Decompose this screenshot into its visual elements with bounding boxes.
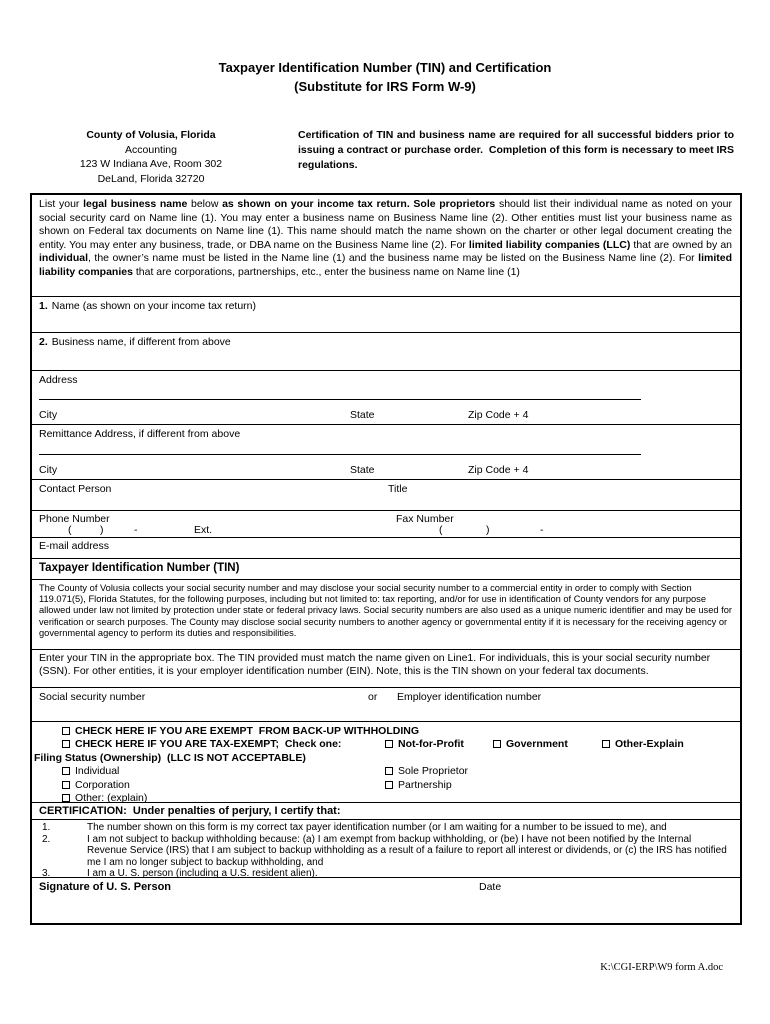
- sole-proprietor-checkbox[interactable]: [385, 767, 393, 775]
- government-checkbox[interactable]: [493, 740, 501, 748]
- filing-status-line-2: [32, 779, 740, 792]
- city-label: City: [39, 409, 58, 421]
- intro-text: List your: [39, 198, 84, 210]
- backup-withholding-exempt-option[interactable]: [62, 725, 419, 737]
- zip-label: Zip Code + 4: [468, 409, 529, 421]
- individual-label: Individual: [75, 765, 120, 778]
- phone-paren-close: ): [100, 524, 104, 536]
- government-option[interactable]: [493, 738, 568, 750]
- intro-text-bold: limited liability companies: [39, 252, 732, 278]
- or-label: or: [368, 691, 378, 703]
- exemption-filing-status-section: [32, 721, 740, 802]
- government-label: Government: [506, 738, 568, 751]
- intro-text-bold: legal business name: [83, 198, 188, 210]
- certification-heading: CERTIFICATION: Under penalties of perjury, I certify that:: [32, 802, 740, 819]
- name-field-label: Name (as shown on your income tax return): [51, 300, 257, 312]
- intro-text-bold: as shown on your income tax return. Sole proprietors: [222, 198, 496, 210]
- certification-item-text: I am not subject to backup withholding because: (a) I am exempt from backup withholding, or (be) I have not been notified by the Internal Revenue Service (IRS) that I am subject to backup withholding as a result of a failure to report all interest or dividends, or (c) the IRS has notified me I am no longer subject to backup withholding, and: [87, 833, 727, 868]
- document-file-path: K:\CGI-ERP\W9 form A.doc: [600, 962, 723, 973]
- email-label: E-mail address: [39, 540, 110, 552]
- fax-paren-close: ): [486, 524, 490, 536]
- certification-list: [32, 819, 740, 877]
- zip-label: Zip Code + 4: [468, 464, 529, 476]
- signature-row[interactable]: [32, 877, 740, 923]
- certification-notice: Certification of TIN and business name are required for all successful bidders prior to issuing a contract or purchase order. Completion of this form is necessary to meet IRS regulations.: [298, 129, 737, 171]
- tax-exempt-option[interactable]: [62, 738, 341, 750]
- city-label: City: [39, 464, 58, 476]
- filing-status-heading-line: [32, 752, 740, 765]
- intro-text: should list their individual name as noted on your social security card on Name line (1). You may enter a business name on Business Name line (2). Other entities must list your business name as shown on Federal tax documents on Name line (1). This name should match the name shown on the charter or other legal document creating the entity. You may enter any business, trade, or DBA name on the Business Name line (2). For: [39, 198, 732, 251]
- fax-dash: -: [540, 524, 544, 536]
- backup-withholding-exempt-checkbox[interactable]: [62, 727, 70, 735]
- corporation-option[interactable]: [62, 779, 130, 791]
- fax-number-label: Fax Number: [396, 513, 454, 525]
- other-explain-label: Other-Explain: [615, 738, 684, 751]
- corporation-label: Corporation: [75, 778, 130, 791]
- tin-section-header: [32, 558, 740, 579]
- form-table: [30, 193, 742, 925]
- other-filing-option[interactable]: [62, 792, 147, 802]
- not-for-profit-option[interactable]: [385, 738, 464, 750]
- tax-exempt-checkbox[interactable]: [62, 740, 70, 748]
- business-name-field-number: 2.: [39, 336, 48, 348]
- ssn-ein-field-row[interactable]: [32, 687, 740, 721]
- certification-item: [32, 822, 740, 834]
- certification-item-number: 3.: [42, 868, 51, 877]
- phone-fax-field-row[interactable]: [32, 510, 740, 537]
- remittance-address-label: Remittance Address, if different from above: [39, 428, 241, 440]
- agency-address-block: [36, 128, 266, 186]
- other-filing-checkbox[interactable]: [62, 794, 70, 802]
- certification-item-text: The number shown on this form is my correct tax payer identification number (or I am waiting for a number to be issued to me), and: [87, 822, 667, 833]
- address-city-state-zip-line: [32, 409, 740, 421]
- page-title: [0, 58, 770, 96]
- address-write-line[interactable]: [39, 399, 641, 400]
- address-field-row[interactable]: [32, 370, 740, 424]
- certification-item-text: I am a U. S. person (including a U.S. resident alien).: [87, 868, 318, 877]
- header-info: [36, 128, 737, 186]
- filing-status-heading: Filing Status (Ownership) (LLC IS NOT ACCEPTABLE): [34, 751, 306, 764]
- certification-item-number: 2.: [42, 833, 51, 845]
- page-title-line2: (Substitute for IRS Form W-9): [294, 79, 476, 94]
- instructions-paragraph: [32, 195, 740, 296]
- business-name-field-row[interactable]: [32, 332, 740, 370]
- backup-withholding-line: [32, 725, 740, 738]
- email-field-row[interactable]: [32, 537, 740, 558]
- tin-instructions-paragraph: Enter your TIN in the appropriate box. The TIN provided must match the name given on Line1. For individuals, this is your social security number (SSN). For other entities, it is your employer identification number (EIN). Note, this is the TIN shown on your federal tax documents.: [32, 649, 740, 687]
- phone-number-label: Phone Number: [39, 513, 110, 525]
- individual-option[interactable]: [62, 765, 119, 777]
- backup-withholding-exempt-label: CHECK HERE IF YOU ARE EXEMPT FROM BACK-UP WITHHOLDING: [75, 725, 419, 737]
- ssn-privacy-paragraph: The County of Volusia collects your social security number and may disclose your social security number to a commercial entity in order to comply with Section 119.071(5), Florida Statutes, for the following purposes, including but not limited to: tax reporting, and/or for use in identification of County vendors for any purpose allowed under law not limited by protection under state or federal privacy laws. Social security numbers are also used as a unique numeric identifier and may be used for verification or search purposes. The County may disclose social security numbers to another agency or governmental entity if it is necessary for the receiving agency or governmental agency to perform its duties and responsibilities.: [32, 579, 740, 649]
- business-name-field-label: Business name, if different from above: [51, 336, 231, 348]
- remittance-address-field-row[interactable]: [32, 424, 740, 479]
- sole-proprietor-option[interactable]: [385, 765, 468, 777]
- title-label: Title: [388, 483, 408, 495]
- page-title-line1: Taxpayer Identification Number (TIN) and Certification: [218, 60, 552, 75]
- intro-text: that are owned by an: [630, 238, 733, 251]
- partnership-checkbox[interactable]: [385, 781, 393, 789]
- filing-status-line-1: [32, 765, 740, 778]
- ssn-label: Social security number: [39, 691, 146, 703]
- other-filing-label: Other: (explain): [75, 791, 148, 802]
- signature-label: Signature of U. S. Person: [39, 881, 172, 893]
- not-for-profit-checkbox[interactable]: [385, 740, 393, 748]
- partnership-label: Partnership: [398, 778, 452, 791]
- individual-checkbox[interactable]: [62, 767, 70, 775]
- phone-dash: -: [134, 524, 138, 536]
- filing-status-line-3: [32, 792, 740, 802]
- fax-paren-open: (: [439, 524, 443, 536]
- partnership-option[interactable]: [385, 779, 452, 791]
- certification-item: [32, 834, 740, 869]
- intro-text-bold: limited liability companies (LLC): [468, 238, 631, 251]
- remittance-city-state-zip-line: [32, 464, 740, 476]
- sole-proprietor-label: Sole Proprietor: [398, 765, 469, 778]
- certification-item-number: 1.: [42, 822, 51, 833]
- tax-exempt-label: CHECK HERE IF YOU ARE TAX-EXEMPT; Check one:: [75, 738, 342, 751]
- date-label: Date: [479, 881, 502, 893]
- agency-street: 123 W Indiana Ave, Room 302: [79, 158, 223, 170]
- intro-text: that are corporations, partnerships, etc., enter the business name on Name line (1): [132, 265, 520, 278]
- state-label: State: [350, 464, 375, 476]
- agency-department: Accounting: [125, 143, 177, 156]
- tin-section-title: Taxpayer Identification Number (TIN): [39, 562, 240, 574]
- agency-city-state-zip: DeLand, Florida 32720: [97, 172, 205, 185]
- ein-label: Employer identification number: [397, 691, 542, 703]
- remittance-write-line[interactable]: [39, 454, 641, 455]
- state-label: State: [350, 409, 375, 421]
- name-field-number: 1.: [39, 300, 48, 312]
- phone-ext-label: Ext.: [194, 524, 213, 536]
- contact-person-field-row[interactable]: [32, 479, 740, 510]
- address-label: Address: [39, 374, 78, 386]
- phone-paren-open: (: [68, 524, 72, 536]
- contact-person-label: Contact Person: [39, 483, 112, 495]
- agency-name: County of Volusia, Florida: [86, 129, 216, 141]
- other-explain-checkbox[interactable]: [602, 740, 610, 748]
- intro-text: , the owner’s name must be listed in the Name line (1) and the business name may be listed on the Business Name line (2). For: [88, 252, 699, 264]
- name-field-row[interactable]: [32, 296, 740, 332]
- not-for-profit-label: Not-for-Profit: [398, 738, 464, 751]
- tax-exempt-line: [32, 738, 740, 751]
- certification-item: [32, 868, 740, 877]
- other-explain-option[interactable]: [602, 738, 684, 750]
- intro-text-bold: individual: [39, 252, 89, 264]
- corporation-checkbox[interactable]: [62, 781, 70, 789]
- intro-text: below: [187, 198, 223, 210]
